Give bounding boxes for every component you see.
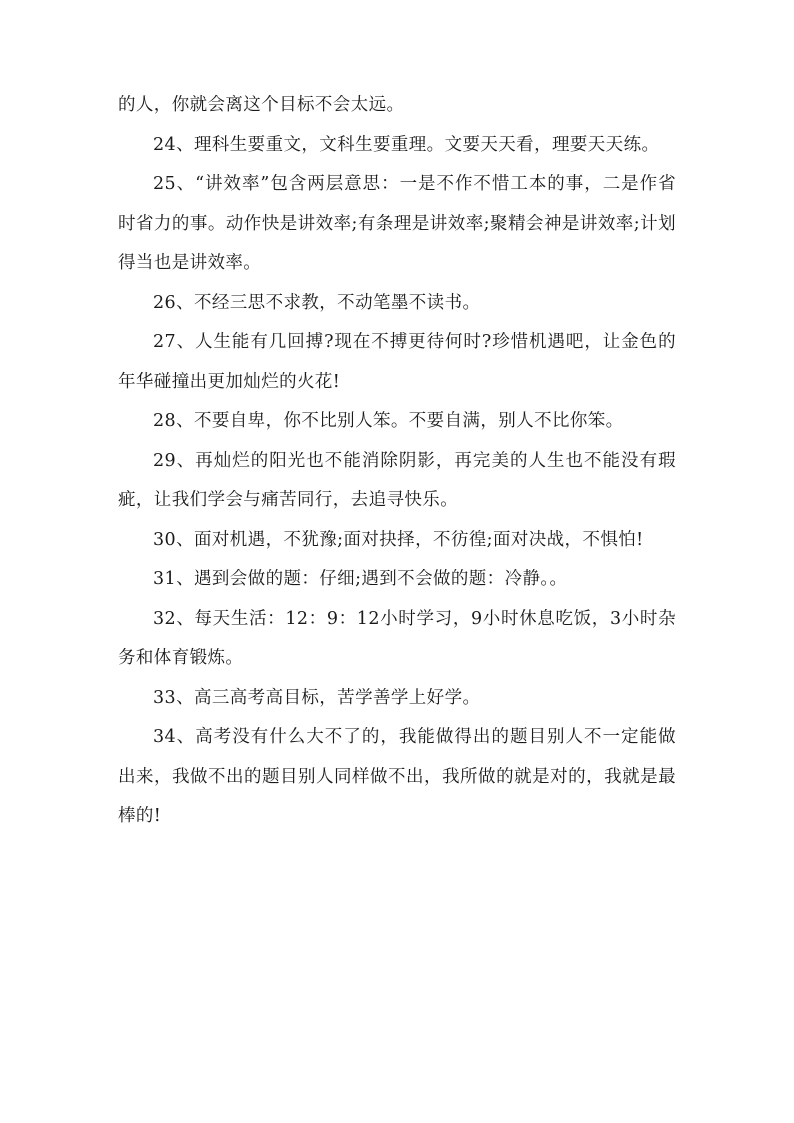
paragraph-34: 34、高考没有什么大不了的，我能做得出的题目别人不一定能做出来，我做不出的题目别人同样做不出，我所做的就是对的，我就是最棒的! xyxy=(118,727,676,826)
paragraph-30: 30、面对机遇，不犹豫;面对抉择，不彷徨;面对决战，不惧怕! xyxy=(153,529,644,550)
paragraph-32: 32、每天生活：12：9：12小时学习，9小时休息吃饭，3小时杂务和体育锻炼。 xyxy=(118,608,676,668)
paragraph-24: 24、理科生要重文，文科生要重理。文要天天看，理要天天练。 xyxy=(153,134,660,155)
document-page xyxy=(118,86,676,837)
paragraph-33: 33、高三高考高目标，苦学善学上好学。 xyxy=(153,687,481,708)
paragraph-29: 29、再灿烂的阳光也不能消除阴影，再完美的人生也不能没有瑕疵，让我们学会与痛苦同行，去追寻快乐。 xyxy=(118,450,676,510)
paragraph-28: 28、不要自卑，你不比别人笨。不要自满，别人不比你笨。 xyxy=(153,411,624,431)
paragraph-27: 27、人生能有几回搏?现在不搏更待何时?珍惜机遇吧，让金色的年华碰撞出更加灿烂的火花! xyxy=(118,332,676,392)
paragraph-31: 31、遇到会做的题：仔细;遇到不会做的题：冷静。。 xyxy=(153,569,568,589)
paragraph-26: 26、不经三思不求教，不动笔墨不读书。 xyxy=(153,292,481,313)
paragraph-continuation: 的人，你就会离这个目标不会太远。 xyxy=(118,95,405,115)
paragraph-25: 25、“讲效率”包含两层意思：一是不作不惜工本的事，二是作省时省力的事。动作快是讲效率;有条理是讲效率;聚精会神是讲效率;计划得当也是讲效率。 xyxy=(118,174,676,273)
